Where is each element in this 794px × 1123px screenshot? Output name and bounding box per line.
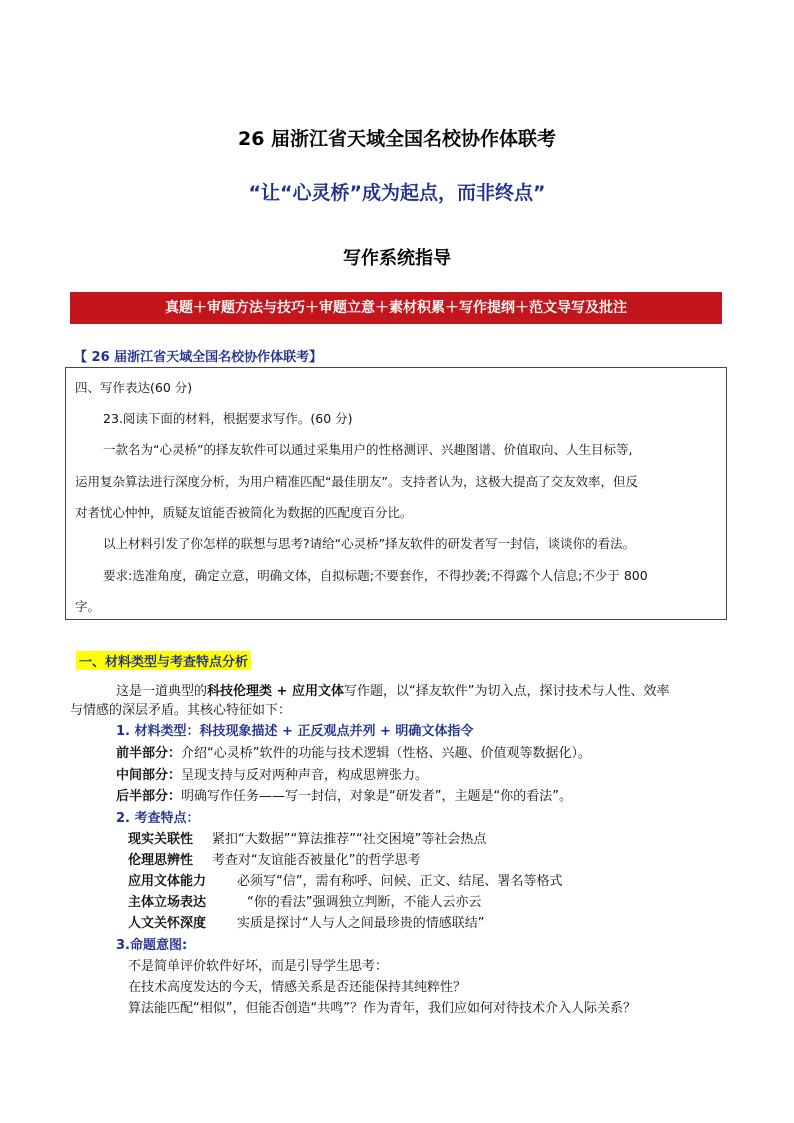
feature-key: 主体立场表达 — [128, 895, 207, 910]
material-line: 一款名为“心灵桥”的择友软件可以通过采集用户的性格测评、兴趣图谱、价值取向、人生目标等, — [103, 442, 633, 457]
part-front — [116, 742, 591, 761]
part-key: 中间部分： — [116, 768, 182, 783]
requirement-line: 字。 — [75, 599, 101, 614]
document-subtitle: “让“心灵桥”成为起点，而非终点” — [248, 182, 546, 204]
material-line: 运用复杂算法进行深度分析，为用户精准匹配“最佳朋友”。支持者认为，这极大提高了交友效率，但反 — [75, 474, 638, 489]
part-middle — [116, 764, 428, 783]
part-key: 前半部分： — [116, 746, 182, 761]
part-value: 明确写作任务——写一封信，对象是“研发者”，主题是“你的看法”。 — [181, 789, 572, 804]
subheading-material-type: 1. 材料类型：科技现象描述 + 正反观点并列 + 明确文体指令 — [116, 724, 474, 739]
feature-key: 应用文体能力 — [128, 874, 207, 889]
part-value: 呈现支持与反对两种声音，构成思辨张力。 — [181, 768, 429, 783]
feature-value: 必须写“信”，需有称呼、问候、正文、结尾、署名等格式 — [237, 874, 563, 889]
contents-banner: 真题＋审题方法与技巧＋审题立意＋素材积累＋写作提纲＋范文导写及批注 — [70, 292, 722, 324]
question-box — [65, 367, 727, 620]
intro-emphasis: 科技伦理类 + 应用文体 — [207, 684, 344, 699]
feature-value: “你的看法”强调独立判断，不能人云亦云 — [247, 895, 482, 910]
intro-text: 这是一道典型的 — [116, 684, 208, 699]
document-title: 26 届浙江省天域全国名校协作体联考 — [237, 128, 557, 150]
part-back — [116, 785, 572, 804]
question-number: 23.阅读下面的材料，根据要求写作。(60 分) — [103, 411, 353, 426]
intent-line: 算法能匹配“相似”，但能否创造“共鸣”？作为青年，我们应如何对待技术介入人际关系？ — [128, 1001, 636, 1016]
guide-title: 写作系统指导 — [343, 248, 451, 269]
intent-line: 在技术高度发达的今天，情感关系是否还能保持其纯粹性？ — [128, 980, 467, 995]
part-value: 介绍“心灵桥”软件的功能与技术逻辑（性格、兴趣、价值观等数据化）。 — [181, 746, 591, 761]
intent-line: 不是简单评价软件好坏，而是引导学生思考： — [128, 959, 389, 974]
feature-value: 考查对“友谊能否被量化”的哲学思考 — [212, 853, 421, 868]
intro-line — [116, 680, 669, 699]
intro-text: 写作题，以“择友软件”为切入点，探讨技术与人性、效率 — [343, 684, 670, 699]
intro-line: 与情感的深层矛盾。其核心特征如下： — [70, 703, 292, 718]
feature-key: 现实关联性 — [128, 832, 194, 847]
feature-value: 实质是探讨“人与人之间最珍贵的情感联结” — [237, 916, 485, 931]
feature-key: 伦理思辨性 — [128, 853, 194, 868]
question-section: 四、写作表达(60 分) — [75, 380, 193, 395]
material-line: 对者忧心忡忡，质疑友谊能否被简化为数据的匹配度百分比。 — [75, 505, 413, 520]
subheading-intent: 3.命题意图: — [116, 938, 188, 953]
part-key: 后半部分： — [116, 789, 182, 804]
feature-value: 紧扣“大数据”“算法推荐”“社交困境”等社会热点 — [212, 832, 487, 847]
prompt-line: 以上材料引发了你怎样的联想与思考?请给“心灵桥”择友软件的研发者写一封信，谈谈你的看法。 — [103, 536, 636, 551]
section-heading: 一、材料类型与考查特点分析 — [76, 651, 251, 670]
exam-label: 【 26 届浙江省天域全国名校协作体联考】 — [74, 350, 323, 365]
requirement-line: 要求:选准角度，确定立意，明确文体，自拟标题;不要套作，不得抄袭;不得露个人信息;不少于 800 — [103, 568, 648, 583]
feature-key: 人文关怀深度 — [128, 916, 207, 931]
subheading-features: 2. 考查特点： — [116, 811, 200, 826]
